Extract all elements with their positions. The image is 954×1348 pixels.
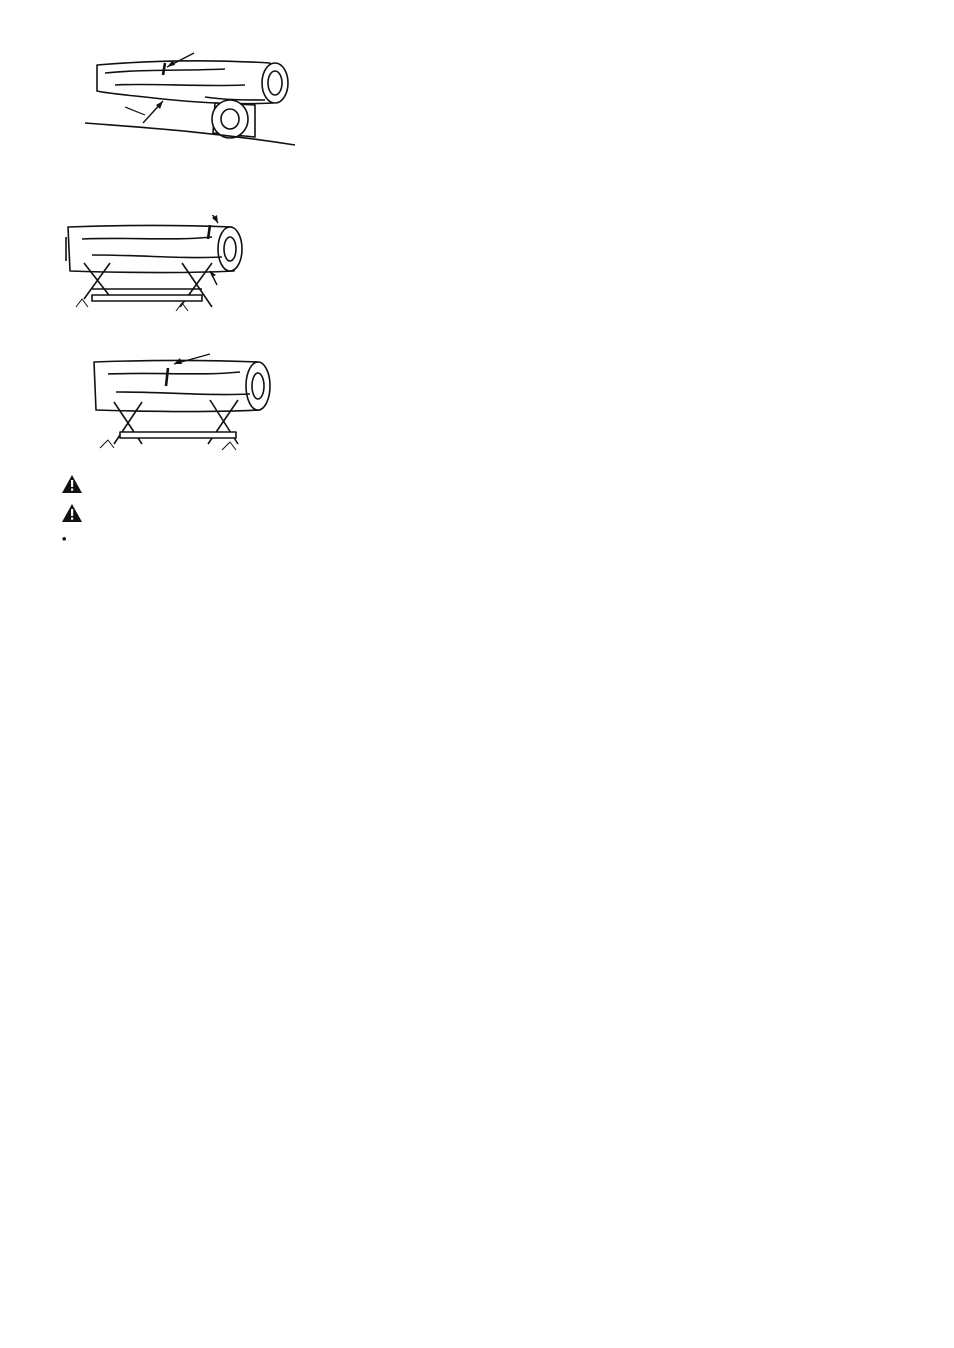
left-text-column xyxy=(62,467,320,533)
warning-climb xyxy=(62,504,320,524)
warning-triangle-icon xyxy=(62,504,82,522)
warning-triangle-icon xyxy=(62,475,82,493)
support-stand-illustration-1 xyxy=(62,215,262,320)
warning-kickback xyxy=(62,475,320,495)
support-stand-illustration-2 xyxy=(90,340,280,452)
limbing-illustration-log-on-log xyxy=(85,45,300,150)
